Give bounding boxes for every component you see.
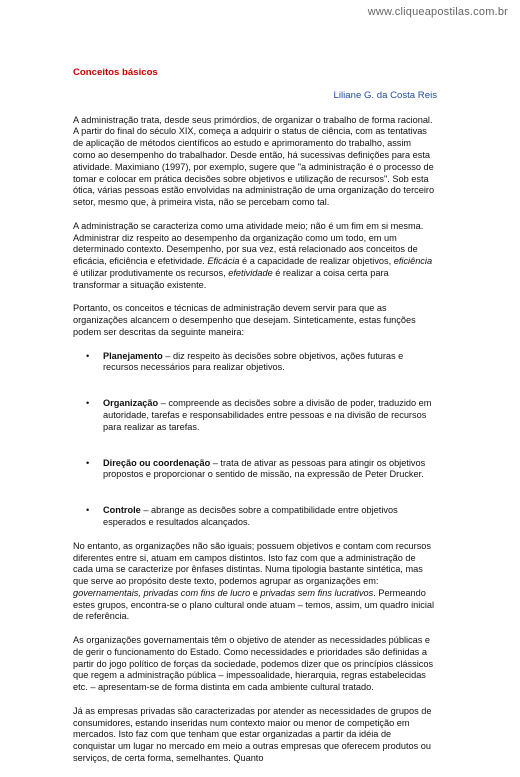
- paragraph-text: e: [250, 587, 261, 598]
- term-eficiencia: eficiência: [393, 256, 433, 267]
- paragraph-org-types: [73, 541, 435, 624]
- paragraph-text: é a capacidade de realizar objetivos,: [239, 256, 394, 267]
- functions-list: [73, 351, 435, 529]
- paragraph-activity-meio: [73, 221, 435, 292]
- list-item-controle: [73, 505, 435, 529]
- list-item-direcao: [73, 458, 435, 482]
- list-item-organizacao: [73, 398, 435, 433]
- document-body: [73, 67, 435, 777]
- function-term: Direção ou coordenação: [103, 457, 211, 468]
- term-efetividade: efetividade: [228, 267, 273, 278]
- author-name: Liliane G. da Costa Reis: [333, 89, 437, 101]
- function-desc: – trata de ativar as pessoas para atingir os objetivos propostos e proporcionar o sentido de missão, na expressão de Peter Drucker.: [103, 457, 426, 480]
- paragraph-text: é realizar a coisa certa para transformar a situação existente.: [73, 267, 389, 290]
- function-desc: – compreende as decisões sobre a divisão de poder, traduzido em autoridade, tarefas e responsabilidades entre pessoas e na divisão de recursos para realizar as tarefas.: [103, 398, 432, 432]
- paragraph-governmental: As organizações governamentais têm o objetivo de atender as necessidades públicas e de gerir o funcionamento do Estado. Como necessidades e prioridades são definidas a partir do jogo político de forças da sociedade, podemos dizer que os princípios clássicos que regem a administração pública – impessoalidade, hierarquia, regras estabelecidas etc. – apresentam-se de forma distinta em cada ambiente cultural tratado.: [73, 635, 434, 693]
- list-item-planejamento: [73, 351, 435, 375]
- paragraph-text: . Permeando estes grupos, encontra-se o plano cultural onde atuam – temos, assim, um quadro inicial de referência.: [73, 587, 435, 622]
- function-term: Controle: [103, 505, 141, 516]
- function-term: Organização: [103, 398, 159, 409]
- org-types-italic: privadas sem fins lucrativos: [260, 587, 374, 598]
- bullet-icon: •: [86, 505, 90, 516]
- paragraph-text: é utilizar produtivamente os recursos,: [73, 267, 229, 278]
- bullet-icon: •: [86, 350, 90, 361]
- function-term: Planejamento: [103, 350, 163, 361]
- term-eficacia: Eficácia: [207, 256, 240, 267]
- function-desc: – diz respeito às decisões sobre objetivos, ações futuras e recursos necessários para realizar objetivos.: [103, 350, 404, 373]
- org-types-italic: governamentais, privadas com fins de lucro: [73, 587, 251, 598]
- paragraph-private: Já as empresas privadas são caracterizadas por atender as necessidades de grupos de consumidores, estando inseridas num contexto maior ou menor de competição em mercados. Isto faz com que tenham que estar organizadas a partir da idéia de conquistar um lugar no mercado em meio a outras empresas que oferecem produtos ou serviços, de certa forma, semelhantes. Quanto: [73, 705, 432, 764]
- site-url: www.cliqueapostilas.com.br: [367, 6, 508, 18]
- bullet-icon: •: [86, 398, 90, 409]
- paragraph-text: No entanto, as organizações não são iguais; possuem objetivos e contam com recursos diferentes entre si, atuam em campos distintos. Isto faz com que a administração de cada uma se caracterize por ênfases distintas. Numa tipologia bastante sintética, mas que serve ao propósito deste texto, podemos agrupar as organizações em:: [73, 540, 431, 587]
- bullet-icon: •: [86, 457, 90, 468]
- function-desc: – abrange as decisões sobre a compatibilidade entre objetivos esperados e resultados alcançados.: [103, 505, 398, 527]
- document-title: Conceitos básicos: [73, 67, 158, 78]
- paragraph-text: A administração se caracteriza como uma atividade meio; não é um fim em si mesma. Administrar diz respeito ao desempenho da organização como um todo, em um determinado contexto. Desempenho, por sua vez, está relacionado aos conceitos de eficácia, eficiência e efetividade.: [73, 220, 424, 267]
- paragraph-intro: A administração trata, desde seus primórdios, de organizar o trabalho de forma racional. A partir do final do século XIX, começa a adquirir o status de ciência, com as tentativas de aplicação de métodos científicos ao estudo e aprimoramento do trabalho, assim como ao desempenho do trabalhador. Desde então, há sucessivas definições para esta atividade. Maximiano (1997), por exemplo, sugere que "a administração é o processo de tomar e colocar em prática decisões sobre objetivos e utilização de recursos". Sob esta ótica, várias pessoas estão envolvidas na administração de uma organização do terceiro setor, mesmo que, à primeira vista, não se percebam como tal.: [73, 114, 435, 208]
- paragraph-functions-intro: Portanto, os conceitos e técnicas de administração devem servir para que as organizações alcancem o desempenho que desejam. Sinteticamente, estas funções podem ser descritas da seguinte maneira:: [73, 303, 416, 337]
